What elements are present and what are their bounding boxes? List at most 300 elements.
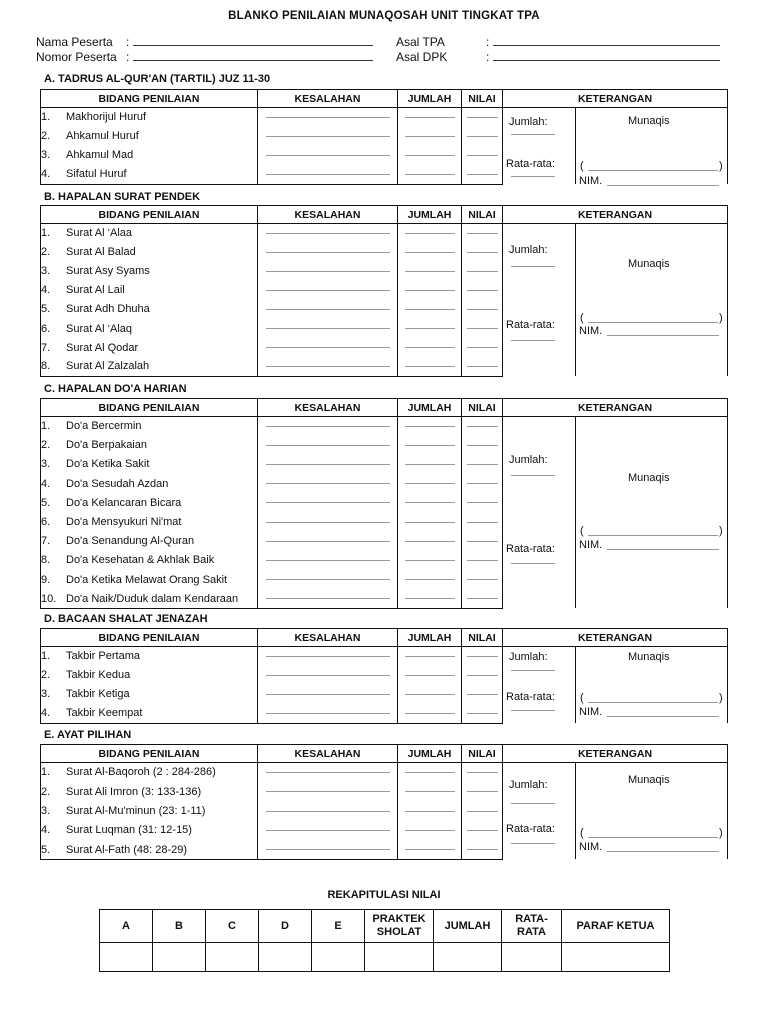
item-surat-al-fath-48-28-29	[41, 840, 258, 859]
jumlah-field[interactable]	[398, 436, 462, 455]
item-label: Makhorijul Huruf	[66, 111, 147, 124]
jumlah-field[interactable]	[398, 532, 462, 551]
item-surat-luqman-31-12-15	[41, 821, 258, 840]
fill-line	[467, 560, 498, 561]
jumlah-label: Jumlah:	[509, 116, 548, 128]
nilai-field[interactable]	[462, 821, 503, 840]
nim-line[interactable]	[607, 185, 719, 186]
jumlah-line[interactable]	[511, 134, 555, 135]
fill-line	[266, 464, 390, 465]
header-nilai: NILAI	[462, 90, 503, 108]
fill-line	[467, 772, 498, 773]
kesalahan-field[interactable]	[258, 243, 398, 262]
nilai-field[interactable]	[462, 532, 503, 551]
fill-line	[405, 694, 455, 695]
header-kesalahan: KESALAHAN	[258, 629, 398, 647]
fill-line	[405, 309, 455, 310]
nilai-field[interactable]	[462, 417, 503, 436]
munaqis-sign-line[interactable]	[588, 170, 718, 171]
fill-line	[266, 136, 390, 137]
nama-field[interactable]	[126, 35, 373, 49]
nilai-field[interactable]	[462, 474, 503, 493]
munaqis-sign-line[interactable]	[588, 702, 718, 703]
section-table-e	[40, 744, 728, 860]
nim-line[interactable]	[607, 716, 719, 717]
item-do-a-mensyukuri-ni-mat	[41, 512, 258, 531]
keterangan-score	[503, 108, 576, 184]
nilai-field[interactable]	[462, 262, 503, 281]
header-jumlah: JUMLAH	[398, 629, 462, 647]
item-surat-al-qodar	[41, 338, 258, 357]
fill-line	[405, 136, 455, 137]
kesalahan-field[interactable]	[258, 570, 398, 589]
fill-line	[266, 290, 390, 291]
header-nilai: NILAI	[462, 206, 503, 224]
keterangan-munaqis	[576, 108, 727, 187]
rekap-col-d: D	[259, 910, 312, 943]
item-label: Do'a Ketika Sakit	[66, 458, 150, 471]
jumlah-line[interactable]	[511, 670, 555, 671]
fill-line	[405, 290, 455, 291]
item-number: 8.	[41, 360, 51, 373]
rekap-cell-c[interactable]	[206, 943, 259, 972]
jumlah-field[interactable]	[398, 589, 462, 608]
paren-open: (	[580, 312, 584, 324]
kesalahan-field[interactable]	[258, 474, 398, 493]
keterangan-munaqis	[576, 417, 727, 608]
fill-line	[405, 791, 455, 792]
item-number: 1.	[41, 420, 51, 433]
fill-line	[266, 483, 390, 484]
kesalahan-field[interactable]	[258, 840, 398, 859]
fill-line	[266, 366, 390, 367]
dpk-underline	[493, 52, 720, 61]
kesalahan-field[interactable]	[258, 551, 398, 570]
rekap-cell-praktek[interactable]	[365, 943, 434, 972]
item-ahkamul-mad	[41, 146, 258, 165]
jumlah-field[interactable]	[398, 647, 462, 666]
kesalahan-field[interactable]	[258, 782, 398, 801]
kesalahan-field[interactable]	[258, 704, 398, 723]
section-title: A. TADRUS AL-QUR'AN (TARTIL) JUZ 11-30	[44, 73, 271, 85]
jumlah-field[interactable]	[398, 801, 462, 820]
kesalahan-field[interactable]	[258, 801, 398, 820]
item-label: Surat Adh Dhuha	[66, 303, 150, 316]
header-jumlah: JUMLAH	[398, 90, 462, 108]
item-label: Takbir Pertama	[66, 650, 140, 663]
nim-label: NIM.	[579, 325, 603, 337]
info-nomor-row	[36, 50, 117, 64]
kesalahan-field[interactable]	[258, 224, 398, 243]
kesalahan-field[interactable]	[258, 357, 398, 376]
fill-line	[266, 791, 390, 792]
section-title: B. HAPALAN SURAT PENDEK	[44, 191, 201, 203]
jumlah-field[interactable]	[398, 127, 462, 146]
fill-line	[467, 483, 498, 484]
header-kesalahan: KESALAHAN	[258, 745, 398, 763]
nim-line[interactable]	[607, 851, 719, 852]
jumlah-field[interactable]	[398, 319, 462, 338]
rekap-cell-jumlah[interactable]	[434, 943, 502, 972]
fill-line	[467, 233, 498, 234]
munaqis-sign-line[interactable]	[588, 322, 718, 323]
kesalahan-field[interactable]	[258, 338, 398, 357]
item-label: Do'a Berpakaian	[66, 439, 147, 452]
kesalahan-field[interactable]	[258, 685, 398, 704]
rekap-cell-rata[interactable]	[502, 943, 562, 972]
item-label: Do'a Naik/Duduk dalam Kendaraan	[66, 592, 239, 605]
jumlah-field[interactable]	[398, 165, 462, 184]
rekap-col-praktek: PRAKTEK SHOLAT	[365, 910, 434, 943]
kesalahan-field[interactable]	[258, 763, 398, 782]
kesalahan-field[interactable]	[258, 647, 398, 666]
kesalahan-field[interactable]	[258, 281, 398, 300]
table-row	[41, 108, 728, 127]
nilai-field[interactable]	[462, 647, 503, 666]
jumlah-field[interactable]	[398, 455, 462, 474]
header-keterangan: KETERANGAN	[503, 206, 728, 224]
nilai-field[interactable]	[462, 589, 503, 608]
item-do-a-ketika-melawat-orang-sakit	[41, 570, 258, 589]
item-number: 2.	[41, 669, 51, 682]
kesalahan-field[interactable]	[258, 319, 398, 338]
munaqis-label: Munaqis	[628, 651, 670, 663]
nilai-field[interactable]	[462, 493, 503, 512]
jumlah-field[interactable]	[398, 243, 462, 262]
fill-line	[467, 791, 498, 792]
fill-line	[467, 502, 498, 503]
kesalahan-field[interactable]	[258, 455, 398, 474]
item-do-a-sesudah-azdan	[41, 474, 258, 493]
fill-line	[405, 830, 455, 831]
jumlah-line[interactable]	[511, 803, 555, 804]
item-number: 3.	[41, 804, 51, 817]
munaqis-label: Munaqis	[628, 472, 670, 484]
rata-label: Rata-rata:	[506, 319, 555, 331]
kesalahan-field[interactable]	[258, 165, 398, 184]
paren-close: )	[719, 692, 723, 704]
nim-label: NIM.	[579, 539, 603, 551]
fill-line	[405, 155, 455, 156]
fill-line	[266, 155, 390, 156]
jumlah-field[interactable]	[398, 417, 462, 436]
item-surat-al-lail	[41, 281, 258, 300]
fill-line	[467, 445, 498, 446]
jumlah-field[interactable]	[398, 666, 462, 685]
paren-open: (	[580, 160, 584, 172]
rekap-col-rata: RATA-RATA	[502, 910, 562, 943]
item-label: Surat Al Balad	[66, 246, 136, 259]
fill-line	[467, 290, 498, 291]
jumlah-field[interactable]	[398, 300, 462, 319]
jumlah-field[interactable]	[398, 512, 462, 531]
nilai-field[interactable]	[462, 436, 503, 455]
fill-line	[467, 117, 498, 118]
item-label: Do'a Ketika Melawat Orang Sakit	[66, 573, 228, 586]
jumlah-field[interactable]	[398, 570, 462, 589]
kesalahan-field[interactable]	[258, 821, 398, 840]
fill-line	[405, 328, 455, 329]
fill-line	[467, 309, 498, 310]
keterangan-munaqis	[576, 647, 727, 723]
item-label: Surat Al ‘Alaq	[66, 322, 133, 335]
fill-line	[266, 830, 390, 831]
item-number: 7.	[41, 535, 51, 548]
fill-line	[405, 252, 455, 253]
item-label: Do'a Mensyukuri Ni'mat	[66, 516, 182, 529]
nilai-field[interactable]	[462, 108, 503, 127]
header-jumlah: JUMLAH	[398, 206, 462, 224]
form-title: BLANKO PENILAIAN MUNAQOSAH UNIT TINGKAT TPA	[228, 10, 540, 22]
fill-line	[467, 849, 498, 850]
rata-line[interactable]	[511, 340, 555, 341]
info-tpa-row	[396, 35, 445, 49]
section-title: C. HAPALAN DO'A HARIAN	[44, 383, 187, 395]
fill-line	[405, 713, 455, 714]
jumlah-field[interactable]	[398, 493, 462, 512]
nilai-field[interactable]	[462, 357, 503, 376]
nilai-field[interactable]	[462, 551, 503, 570]
info-nama-row	[36, 35, 113, 49]
kesalahan-field[interactable]	[258, 589, 398, 608]
kesalahan-field[interactable]	[258, 108, 398, 127]
fill-line	[467, 675, 498, 676]
kesalahan-field[interactable]	[258, 512, 398, 531]
kesalahan-field[interactable]	[258, 300, 398, 319]
dpk-field[interactable]	[486, 50, 720, 64]
rekap-col-c: C	[206, 910, 259, 943]
item-surat-al-mu-minun-23-1-11	[41, 801, 258, 820]
nilai-field[interactable]	[462, 685, 503, 704]
fill-line	[266, 347, 390, 348]
header-jumlah: JUMLAH	[398, 745, 462, 763]
nilai-field[interactable]	[462, 243, 503, 262]
nim-line[interactable]	[607, 549, 719, 550]
item-number: 4.	[41, 168, 51, 181]
nim-line[interactable]	[607, 335, 719, 336]
jumlah-field[interactable]	[398, 782, 462, 801]
kesalahan-field[interactable]	[258, 127, 398, 146]
fill-line	[405, 541, 455, 542]
fill-line	[467, 426, 498, 427]
nama-label: Nama Peserta	[36, 35, 113, 49]
keterangan-cell	[503, 763, 728, 860]
jumlah-label: Jumlah:	[509, 454, 548, 466]
item-number: 3.	[41, 688, 51, 701]
fill-line	[405, 445, 455, 446]
fill-line	[405, 347, 455, 348]
fill-line	[405, 233, 455, 234]
jumlah-line[interactable]	[511, 266, 555, 267]
fill-line	[467, 522, 498, 523]
jumlah-field[interactable]	[398, 840, 462, 859]
fill-line	[405, 675, 455, 676]
colon: :	[486, 50, 490, 64]
item-label: Surat Al-Baqoroh (2 : 284-286)	[66, 766, 216, 779]
nomor-label: Nomor Peserta	[36, 50, 117, 64]
item-number: 5.	[41, 496, 51, 509]
nilai-field[interactable]	[462, 338, 503, 357]
jumlah-field[interactable]	[398, 685, 462, 704]
item-label: Surat Al-Mu'minun (23: 1-11)	[66, 804, 206, 817]
header-bidang: BIDANG PENILAIAN	[41, 745, 258, 763]
header-keterangan: KETERANGAN	[503, 629, 728, 647]
fill-line	[266, 713, 390, 714]
rata-label: Rata-rata:	[506, 158, 555, 170]
colon: :	[126, 35, 130, 49]
tpa-label: Asal TPA	[396, 35, 445, 49]
jumlah-field[interactable]	[398, 338, 462, 357]
nim-label: NIM.	[579, 706, 603, 718]
header-kesalahan: KESALAHAN	[258, 90, 398, 108]
paren-open: (	[580, 827, 584, 839]
nomor-underline	[133, 52, 373, 61]
keterangan-munaqis	[576, 763, 727, 859]
item-surat-al-alaq	[41, 319, 258, 338]
fill-line	[405, 271, 455, 272]
jumlah-field[interactable]	[398, 108, 462, 127]
jumlah-field[interactable]	[398, 224, 462, 243]
fill-line	[266, 426, 390, 427]
paren-close: )	[719, 160, 723, 172]
nilai-field[interactable]	[462, 840, 503, 859]
jumlah-field[interactable]	[398, 262, 462, 281]
jumlah-field[interactable]	[398, 551, 462, 570]
keterangan-cell	[503, 647, 728, 724]
rekap-cell-paraf[interactable]	[562, 943, 670, 972]
kesalahan-field[interactable]	[258, 666, 398, 685]
nama-underline	[133, 37, 373, 46]
jumlah-field[interactable]	[398, 704, 462, 723]
fill-line	[405, 483, 455, 484]
rata-line[interactable]	[511, 176, 555, 177]
nilai-field[interactable]	[462, 666, 503, 685]
jumlah-field[interactable]	[398, 763, 462, 782]
kesalahan-field[interactable]	[258, 262, 398, 281]
header-bidang: BIDANG PENILAIAN	[41, 399, 258, 417]
jumlah-label: Jumlah:	[509, 779, 548, 791]
jumlah-field[interactable]	[398, 281, 462, 300]
item-surat-al-balad	[41, 243, 258, 262]
item-label: Ahkamul Mad	[66, 149, 134, 162]
nilai-field[interactable]	[462, 165, 503, 184]
fill-line	[467, 155, 498, 156]
header-bidang: BIDANG PENILAIAN	[41, 629, 258, 647]
nilai-field[interactable]	[462, 801, 503, 820]
kesalahan-field[interactable]	[258, 532, 398, 551]
rekap-cell-d[interactable]	[259, 943, 312, 972]
nilai-field[interactable]	[462, 281, 503, 300]
munaqis-sign-line[interactable]	[588, 837, 718, 838]
fill-line	[467, 328, 498, 329]
rekap-col-jumlah: JUMLAH	[434, 910, 502, 943]
item-do-a-senandung-al-quran	[41, 532, 258, 551]
fill-line	[467, 174, 498, 175]
nilai-field[interactable]	[462, 704, 503, 723]
nilai-field[interactable]	[462, 224, 503, 243]
item-label: Ahkamul Huruf	[66, 130, 139, 143]
rekap-cell-a[interactable]	[100, 943, 153, 972]
nilai-field[interactable]	[462, 512, 503, 531]
nilai-field[interactable]	[462, 455, 503, 474]
nilai-field[interactable]	[462, 782, 503, 801]
nomor-field[interactable]	[126, 50, 373, 64]
rata-label: Rata-rata:	[506, 691, 555, 703]
munaqis-sign-line[interactable]	[588, 535, 718, 536]
fill-line	[467, 713, 498, 714]
fill-line	[266, 598, 390, 599]
paren-close: )	[719, 827, 723, 839]
header-keterangan: KETERANGAN	[503, 90, 728, 108]
jumlah-line[interactable]	[511, 475, 555, 476]
item-label: Surat Al Lail	[66, 284, 125, 297]
kesalahan-field[interactable]	[258, 417, 398, 436]
table-row	[41, 224, 728, 243]
nilai-field[interactable]	[462, 319, 503, 338]
item-number: 1.	[41, 766, 51, 779]
item-do-a-naik-duduk-dalam-kendaraan	[41, 589, 258, 608]
kesalahan-field[interactable]	[258, 493, 398, 512]
fill-line	[467, 136, 498, 137]
fill-line	[266, 560, 390, 561]
item-label: Do'a Kelancaran Bicara	[66, 496, 182, 509]
item-label: Do'a Senandung Al-Quran	[66, 535, 195, 548]
munaqis-label: Munaqis	[628, 115, 670, 127]
section-table-d	[40, 628, 728, 724]
jumlah-field[interactable]	[398, 146, 462, 165]
item-makhorijul-huruf	[41, 108, 258, 127]
item-do-a-ketika-sakit	[41, 455, 258, 474]
rata-line[interactable]	[511, 710, 555, 711]
keterangan-score	[503, 417, 576, 608]
jumlah-field[interactable]	[398, 357, 462, 376]
jumlah-field[interactable]	[398, 821, 462, 840]
paren-open: (	[580, 692, 584, 704]
header-nilai: NILAI	[462, 745, 503, 763]
nilai-field[interactable]	[462, 570, 503, 589]
kesalahan-field[interactable]	[258, 146, 398, 165]
rata-line[interactable]	[511, 843, 555, 844]
item-number: 1.	[41, 111, 51, 124]
item-takbir-pertama	[41, 647, 258, 666]
jumlah-field[interactable]	[398, 474, 462, 493]
nilai-field[interactable]	[462, 300, 503, 319]
nilai-field[interactable]	[462, 763, 503, 782]
item-number: 4.	[41, 824, 51, 837]
rekap-cell-b[interactable]	[153, 943, 206, 972]
rekap-cell-e[interactable]	[312, 943, 365, 972]
section-table-c	[40, 398, 728, 609]
header-nilai: NILAI	[462, 399, 503, 417]
nilai-field[interactable]	[462, 127, 503, 146]
fill-line	[467, 252, 498, 253]
item-number: 2.	[41, 439, 51, 452]
item-label: Do'a Sesudah Azdan	[66, 477, 169, 490]
header-keterangan: KETERANGAN	[503, 399, 728, 417]
fill-line	[467, 579, 498, 580]
fill-line	[266, 849, 390, 850]
fill-line	[405, 426, 455, 427]
item-do-a-berpakaian	[41, 436, 258, 455]
jumlah-label: Jumlah:	[509, 244, 548, 256]
fill-line	[467, 656, 498, 657]
munaqis-label: Munaqis	[628, 258, 670, 270]
item-label: Do'a Kesehatan & Akhlak Baik	[66, 554, 215, 567]
rata-line[interactable]	[511, 563, 555, 564]
tpa-field[interactable]	[486, 35, 720, 49]
nilai-field[interactable]	[462, 146, 503, 165]
kesalahan-field[interactable]	[258, 436, 398, 455]
